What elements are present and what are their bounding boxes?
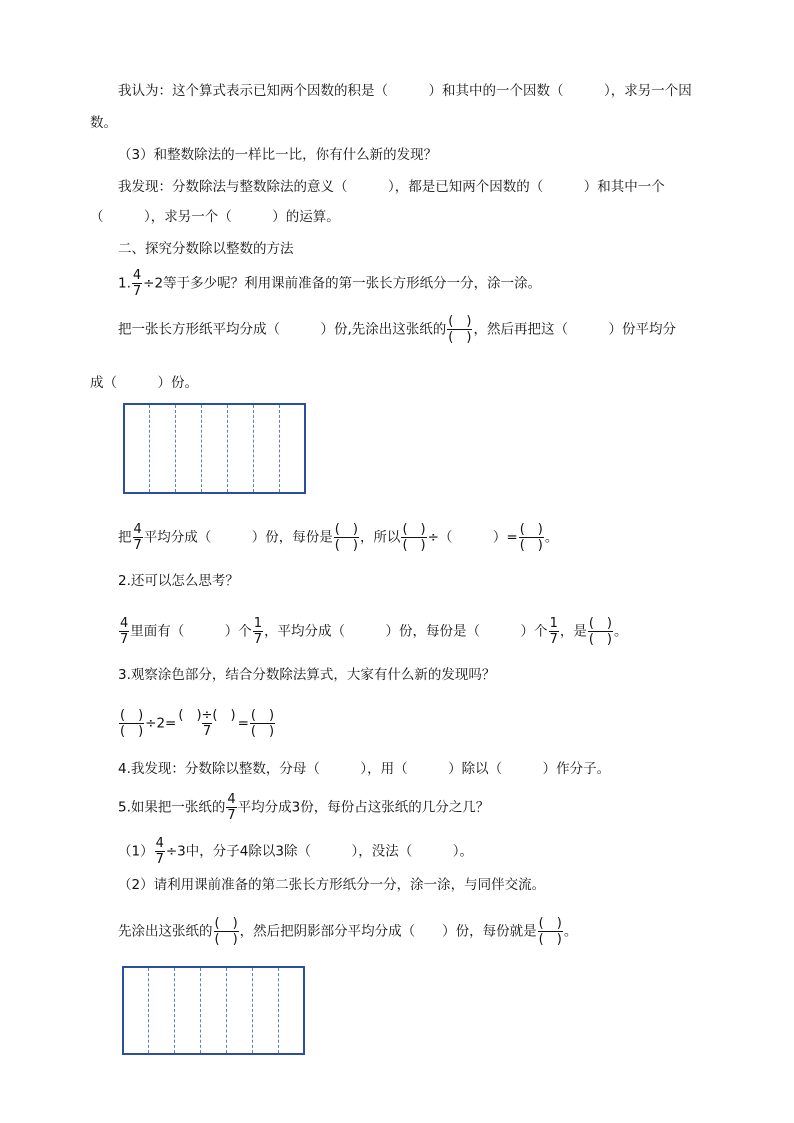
rectangle-paper-2: [122, 966, 305, 1055]
item-5-instruction: 先涂出这张纸的 $\frac{( )}{( )}$ ，然后把阴影部分平均分成（ ）份，每份就是 $\frac{( )}{( )}$ 。: [118, 916, 578, 947]
item-5-part-2: （2）请利用课前准备的第二张长方形纸分一分，涂一涂，与同伴交流。: [118, 877, 546, 893]
fraction-four-sevenths: $\frac{4}{7}$: [227, 792, 236, 823]
blank-fraction: $\frac{( )}{( )}$: [519, 522, 543, 553]
reasoning-line-1-cont: 数。: [90, 115, 117, 131]
blank-fraction: $\frac{( )}{( )}$: [448, 314, 472, 345]
item-1: 1. $\frac{4}{7}$ ÷2等于多少呢？利用课前准备的第一张长方形纸分一分，涂一涂。: [118, 268, 542, 299]
fraction-one-seventh: $\frac{1}{7}$: [549, 616, 558, 647]
item-3-formula: $\frac{( )}{( )}$ ÷2= $\frac{( )\div( )}{7}$ = $\frac{( )}{( )}$: [120, 708, 275, 739]
blank-fraction: $\frac{( )}{( )}$: [538, 916, 562, 947]
formula-middle-fraction: $\frac{( )\div( )}{7}$: [178, 708, 236, 739]
blank-fraction: $\frac{( )}{( )}$: [402, 522, 426, 553]
discovery-line-2: （ ），求另一个（ ）的运算。: [90, 209, 340, 225]
item-2: 2.还可以怎么思考？: [118, 573, 239, 589]
reasoning-line-1: 我认为：这个算式表示已知两个因数的积是（ ）和其中的一个因数（ ），求另一个因: [118, 83, 692, 99]
blank-fraction: $\frac{( )}{( )}$: [250, 708, 275, 739]
blank-fraction: $\frac{( )}{( )}$: [120, 708, 144, 739]
item-1-instruction: 把一张长方形纸平均分成（ ）份,先涂出这张纸的 $\frac{( )}{( )}$ ，然后再把这（ ）份平均分: [118, 314, 676, 345]
item-5-part-1: （1） $\frac{4}{7}$ ÷3中，分子4除以3除（ ），没法（ ）。: [118, 836, 473, 867]
discovery-line-1: 我发现：分数除法与整数除法的意义（ ），都是已知两个因数的（ ）和其中一个: [118, 179, 665, 195]
fraction-four-sevenths: $\frac{4}{7}$: [133, 522, 142, 553]
item-1-result: 把 $\frac{4}{7}$ 平均分成（ ）份，每份是 $\frac{( )}{( )}$ ，所以 $\frac{( )}{( )}$ ÷（ ）= $\frac{( )}{( )}$ 。: [118, 522, 559, 553]
section-2-heading: 二、探究分数除以整数的方法: [118, 241, 294, 257]
fraction-four-sevenths: $\frac{4}{7}$: [120, 616, 129, 647]
item-5: 5.如果把一张纸的 $\frac{4}{7}$ 平均分成3份，每份占这张纸的几分之几？: [118, 792, 490, 823]
fraction-four-sevenths: $\frac{4}{7}$: [132, 268, 142, 299]
question-3: （3）和整数除法的一样比一比，你有什么新的发现？: [118, 147, 438, 163]
fraction-four-sevenths: $\frac{4}{7}$: [155, 836, 164, 867]
rectangle-paper-1: [123, 403, 306, 494]
blank-fraction: $\frac{( )}{( )}$: [214, 916, 238, 947]
item-3: 3.观察涂色部分，结合分数除法算式，大家有什么新的发现吗？: [118, 667, 496, 683]
blank-fraction: $\frac{( )}{( )}$: [334, 522, 358, 553]
item-1-instruction-cont: 成（ ）份。: [90, 375, 198, 391]
item-2-reasoning: $\frac{4}{7}$ 里面有（ ）个 $\frac{1}{7}$ ，平均分成（ ）份，每份是（ ）个 $\frac{1}{7}$ ，是 $\frac{( )}{( )}$ 。: [120, 616, 628, 647]
fraction-one-seventh: $\frac{1}{7}$: [253, 616, 263, 647]
blank-fraction: $\frac{( )}{( )}$: [588, 616, 612, 647]
item-4: 4.我发现：分数除以整数，分母（ ），用（ ）除以（ ）作分子。: [118, 761, 611, 777]
